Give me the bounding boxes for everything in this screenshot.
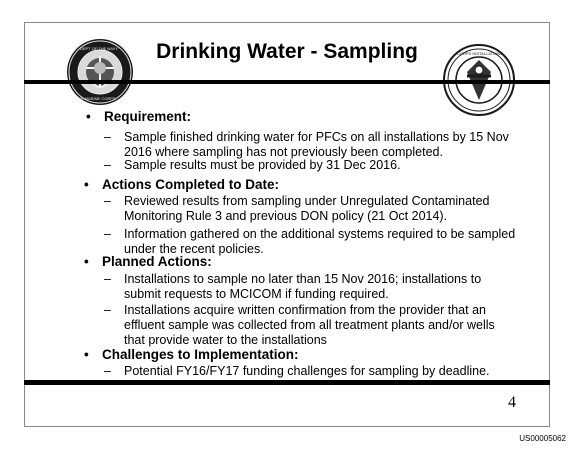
svg-text:DEPT OF THE NAVY: DEPT OF THE NAVY	[80, 46, 119, 51]
list-item-text: Sample finished drinking water for PFCs on all installations by 15 Nov 2016 where sampling has not previously been completed.	[124, 130, 509, 159]
dash-icon: –	[104, 303, 111, 317]
list-item	[104, 303, 519, 348]
section-heading-text: Actions Completed to Date:	[102, 177, 280, 192]
dash-icon: –	[104, 227, 111, 241]
list-item-text: Information gathered on the additional systems required to be sampled under the recent policies.	[124, 227, 516, 256]
list-item	[104, 364, 519, 379]
dash-icon: –	[104, 130, 111, 144]
page-number: 4	[508, 394, 516, 411]
section-heading-text: Challenges to Implementation:	[102, 347, 299, 362]
bullet-icon: •	[84, 347, 89, 362]
dash-icon: –	[104, 158, 111, 172]
section-heading	[84, 254, 212, 269]
svg-text:CORPS INSTALLATIONS: CORPS INSTALLATIONS	[457, 51, 503, 56]
bullet-icon: •	[86, 109, 91, 124]
section-heading-text: Planned Actions:	[102, 254, 212, 269]
bullet-icon: •	[84, 254, 89, 269]
list-item-text: Sample results must be provided by 31 Dec 2016.	[124, 158, 401, 172]
footer-rule	[24, 380, 550, 385]
section-heading	[84, 347, 299, 362]
section-heading	[84, 177, 280, 192]
list-item-text: Installations to sample no later than 15 Nov 2016; installations to submit requests to MCICOM if funding required.	[124, 272, 482, 301]
list-item-text: Reviewed results from sampling under Unregulated Contaminated Monitoring Rule 3 and previous DON policy (21 Oct 2014).	[124, 194, 490, 223]
list-item	[104, 227, 519, 257]
list-item-text: Potential FY16/FY17 funding challenges for sampling by deadline.	[124, 364, 490, 378]
document-id: US00005062	[519, 434, 566, 443]
dash-icon: –	[104, 194, 111, 208]
section-heading-text: Requirement:	[104, 109, 192, 124]
slide-title: Drinking Water - Sampling	[156, 40, 418, 63]
bullet-icon: •	[84, 177, 89, 192]
list-item	[104, 130, 519, 160]
list-item	[104, 194, 504, 224]
svg-text:US MARINE CORPS: US MARINE CORPS	[78, 96, 116, 101]
dash-icon: –	[104, 272, 111, 286]
list-item	[104, 158, 519, 173]
list-item-text: Installations acquire written confirmation from the provider that an effluent sample was collected from all treatment plants and/or wells that provide water to the installations	[124, 303, 495, 347]
section-heading	[86, 109, 192, 124]
dash-icon: –	[104, 364, 111, 378]
list-item	[104, 272, 519, 302]
